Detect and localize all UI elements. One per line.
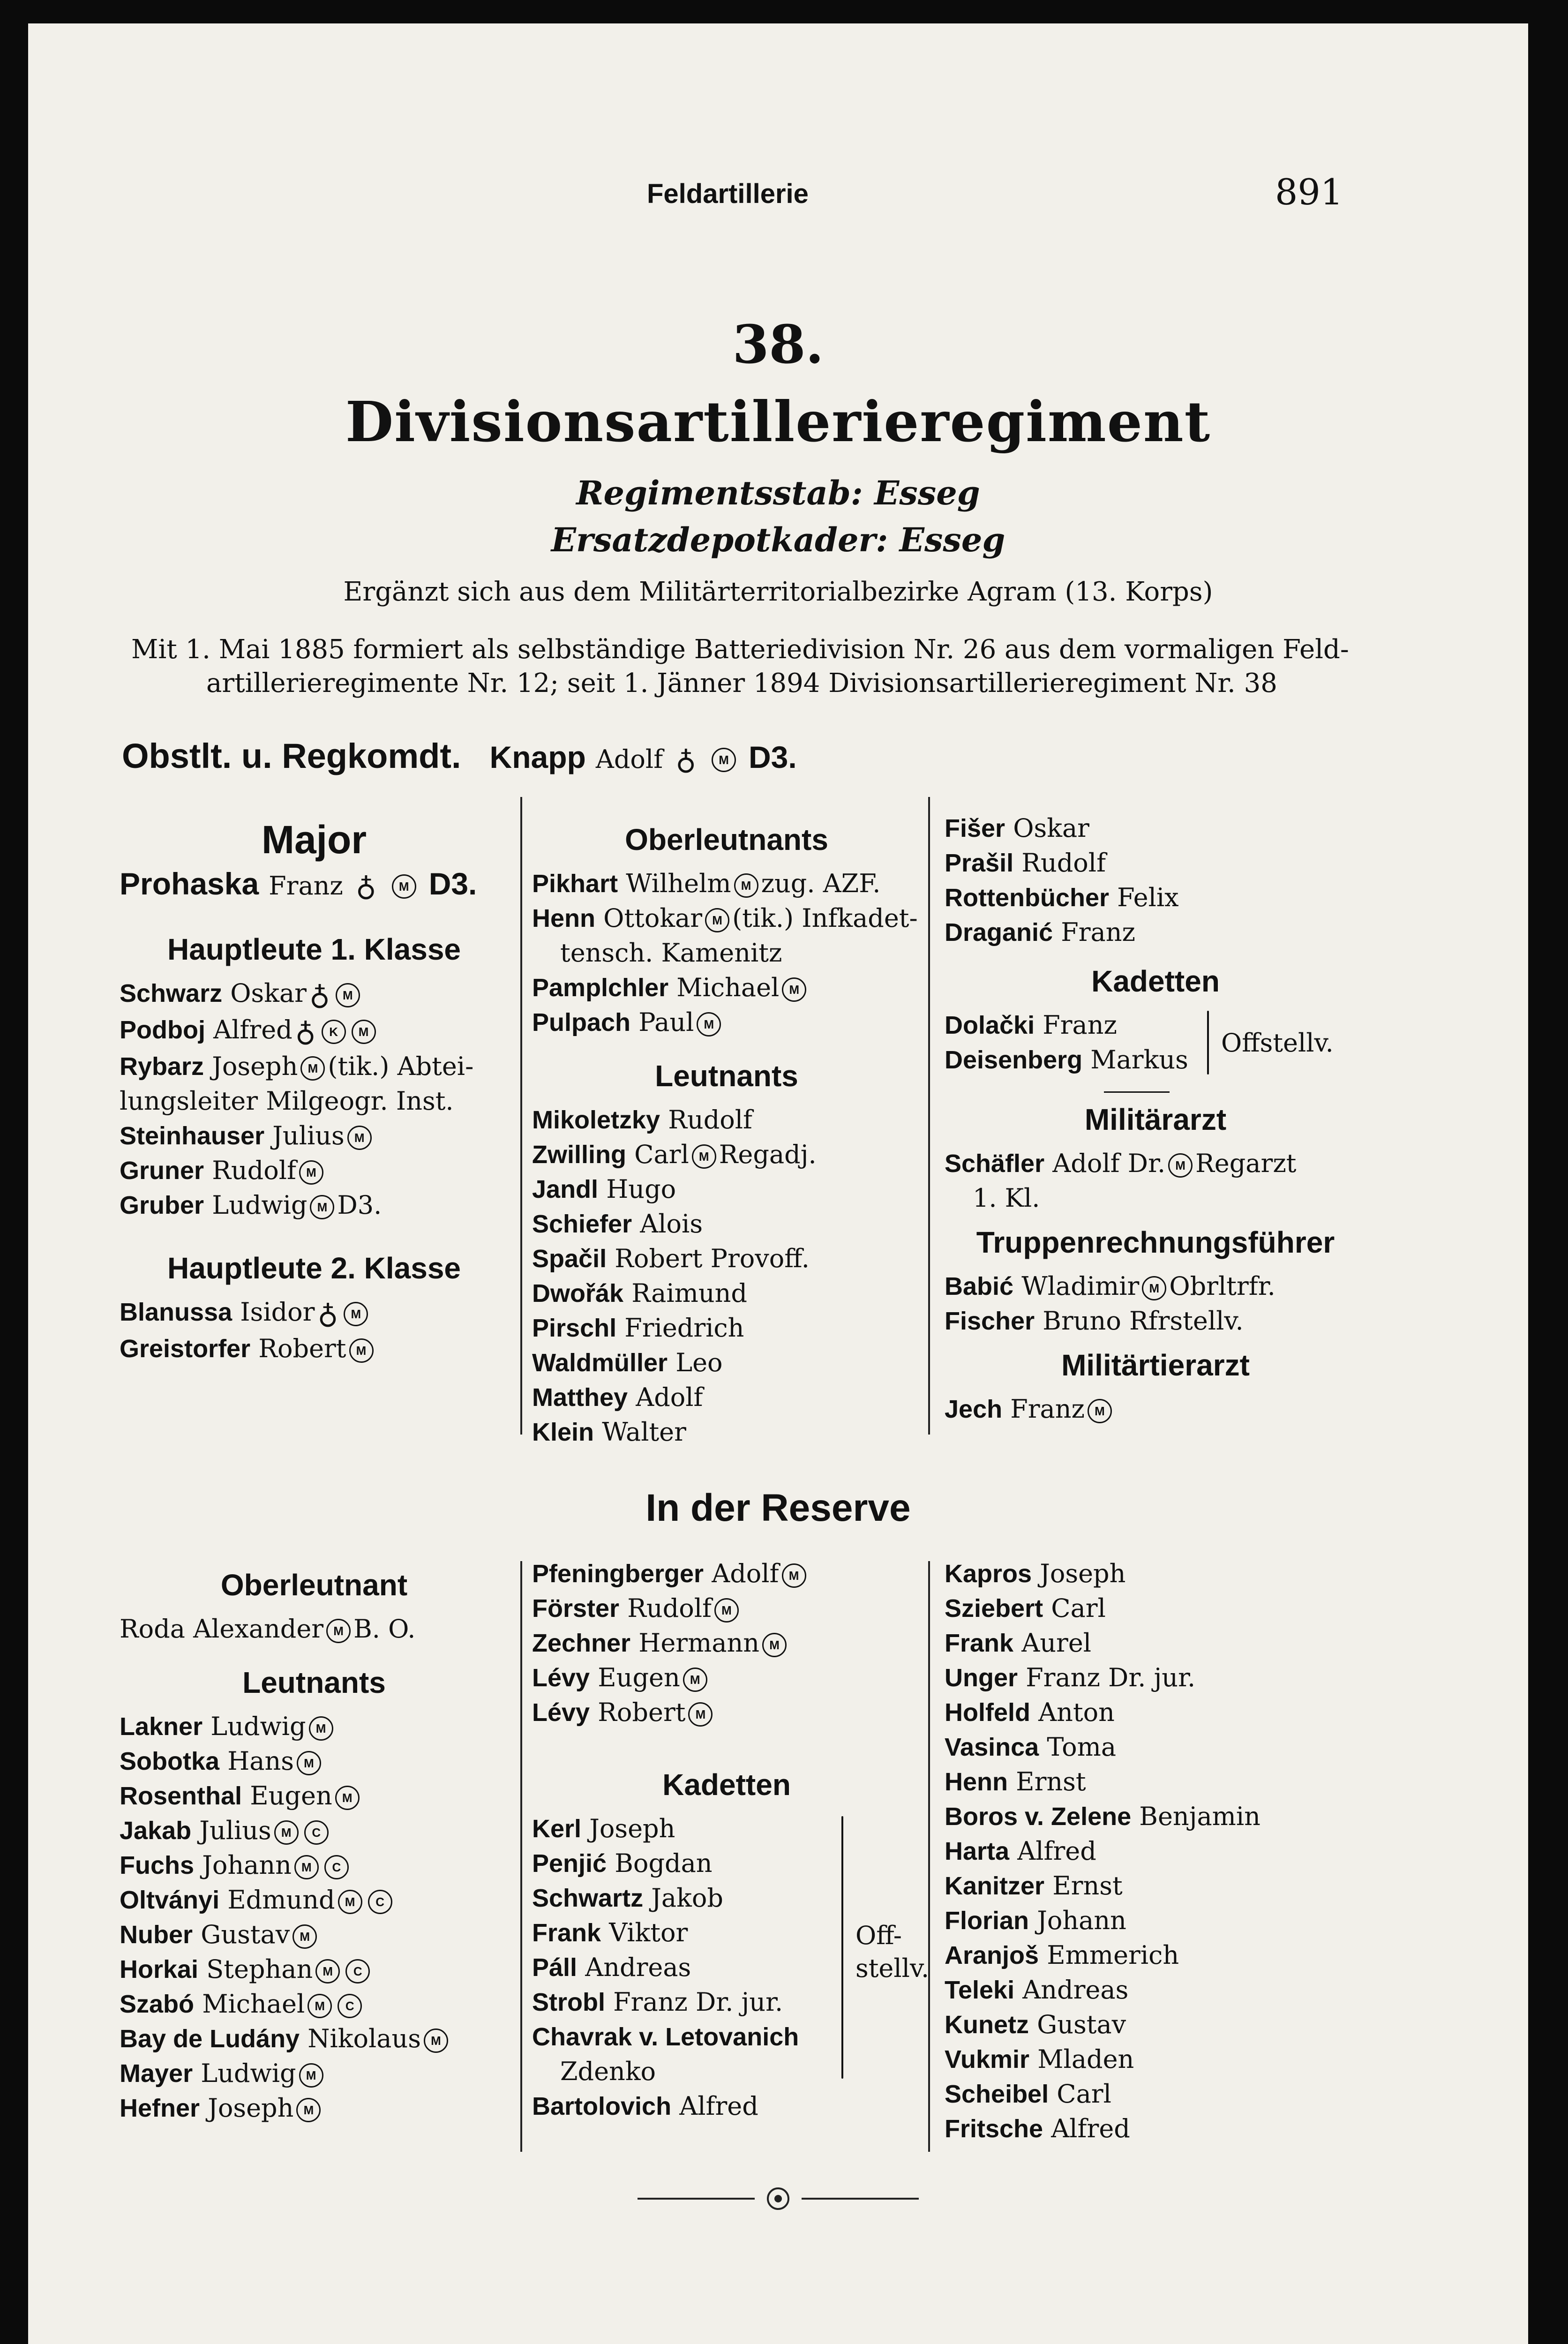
section-title-militaerarzt: Militärarzt (1084, 1103, 1227, 1136)
medal-m-icon: M (762, 1633, 787, 1657)
medal-m-icon: M (697, 1012, 721, 1037)
list-item: Bay de Ludány Nikolaus M (120, 2021, 509, 2056)
list-item: Fischer Bruno Rfrstellv. (945, 1306, 1244, 1336)
medal-m-icon: M (296, 2098, 321, 2122)
depot-line: Ersatzdepotkader: Esseg (551, 520, 1005, 559)
list-item: Bartolovich Alfred (532, 2091, 758, 2121)
list-item: Chavrak v. Letovanich (532, 2023, 799, 2051)
regiment-title: Divisionsartillerieregiment (345, 389, 1211, 454)
list-item: Schwartz Jakob (532, 1883, 723, 1913)
list-item: Klein Walter (532, 1417, 686, 1447)
commander-given: Adolf (595, 744, 663, 774)
column-2 (532, 811, 921, 1450)
medal-c-icon: C (304, 1820, 329, 1845)
brace (1207, 1011, 1209, 1074)
regiment-number: 38. (732, 314, 824, 376)
brace (841, 1816, 843, 2079)
list-item: Sobotka Hans M (120, 1744, 509, 1779)
list-item: Nuber Gustav M (120, 1917, 509, 1952)
medal-m-icon: M (705, 908, 729, 932)
medal-m-icon: M (1088, 1399, 1112, 1423)
medal-m-icon: M (734, 873, 758, 898)
commander-suffix: D3. (749, 740, 797, 774)
list-item: Teleki Andreas (945, 1975, 1129, 2005)
medal-m-icon: M (347, 1126, 372, 1150)
list-item: Kunetz Gustav (945, 2010, 1126, 2039)
page-number: 891 (1275, 171, 1343, 213)
kadetten-note: Offstellv. (1221, 1028, 1334, 1058)
list-item: Oltványi Edmund M C (120, 1883, 509, 1917)
list-item: Spačil Robert Provoff. (532, 1244, 810, 1273)
list-item: Strobl Franz Dr. jur. (532, 1987, 783, 2017)
medal-m-icon: M (299, 2063, 323, 2088)
list-item: Kerl Joseph (532, 1814, 675, 1843)
column-3 (945, 811, 1366, 1427)
medal-m-icon: M (310, 1195, 334, 1219)
list-item: Scheibel Carl (945, 2079, 1111, 2109)
list-item: Szabó Michael M C (120, 1987, 509, 2021)
list-item: Fuchs Johann M C (120, 1848, 509, 1883)
list-item: Aranjoš Emmerich (945, 1940, 1179, 1970)
list-item: Rosenthal Eugen M (120, 1779, 509, 1813)
medal-m-icon: M (392, 874, 416, 899)
entry-suffix: D3. (428, 866, 477, 901)
list-item: Jech Franz M (945, 1392, 1366, 1427)
list-item: Holfeld Anton (945, 1698, 1115, 1727)
major-entry (120, 866, 509, 904)
list-item: Lakner Ludwig M (120, 1709, 509, 1744)
entry-name: Prohaska (120, 866, 259, 901)
section-title-truppenrechnungsfuehrer: Truppenrechnungsführer (976, 1225, 1335, 1259)
section-title-kadetten: Kadetten (1091, 964, 1220, 998)
list-item: Jandl Hugo (532, 1174, 676, 1204)
order-cross-icon: ♁ (675, 744, 697, 776)
list-item: Henn Ernst (945, 1767, 1086, 1796)
list-item: Pikhart Wilhelm M zug. AZF. (532, 869, 881, 898)
column-divider (928, 797, 930, 1435)
list-item: Greistorfer Robert M (120, 1331, 509, 1366)
section-title-oberleutnants: Oberleutnants (625, 823, 828, 856)
list-item: Unger Franz Dr. jur. (945, 1663, 1196, 1692)
list-item: Podboj Alfred ♁ K M (120, 1013, 509, 1049)
list-item: Hefner Joseph M (120, 2091, 509, 2126)
list-item: Babić Wladimir M Obrltrfr. (945, 1271, 1275, 1301)
medal-m-icon: M (293, 1924, 317, 1949)
list-item: 1. Kl. (973, 1183, 1040, 1213)
list-item: Steinhauser Julius M (120, 1119, 509, 1153)
medal-m-icon: M (1142, 1276, 1166, 1300)
list-item: Rybarz Joseph M (tik.) Abtei- (120, 1052, 474, 1081)
commander-rank: Obstlt. u. Regkomdt. (122, 736, 461, 775)
list-item: Rottenbücher Felix (945, 883, 1179, 912)
list-item: Frank Aurel (945, 1628, 1092, 1658)
list-item: Schiefer Alois (532, 1209, 703, 1239)
list-item: Pulpach Paul M (532, 1005, 921, 1040)
list-item: Jakab Julius M C (120, 1813, 509, 1848)
list-item: Boros v. Zelene Benjamin (945, 1802, 1260, 1831)
list-item: Blanussa Isidor ♁ M (120, 1295, 509, 1331)
kadetten-group (945, 1008, 1366, 1077)
medal-m-icon: M (300, 1056, 325, 1081)
medal-m-icon: M (688, 1702, 713, 1727)
section-title-hauptleute-1: Hauptleute 1. Klasse (167, 932, 461, 966)
list-item: Sziebert Carl (945, 1593, 1106, 1623)
medal-m-icon: M (712, 748, 736, 772)
list-item: Fritsche Alfred (945, 2114, 1130, 2143)
page (28, 23, 1528, 2344)
medal-m-icon: M (335, 1786, 360, 1810)
history-paragraph (131, 633, 1378, 700)
medal-c-icon: C (368, 1890, 392, 1914)
order-cross-icon: ♁ (355, 870, 376, 903)
medal-c-icon: C (338, 1994, 362, 2018)
reserve-title: In der Reserve (645, 1487, 911, 1529)
medal-m-icon: M (294, 1855, 319, 1879)
section-title-major: Major (261, 818, 367, 862)
list-item: Dwořák Raimund (532, 1278, 747, 1308)
list-item: Fišer Oskar (945, 813, 1089, 843)
medal-m-icon: M (274, 1820, 299, 1845)
divider (1104, 1091, 1170, 1093)
medal-m-icon: M (714, 1598, 739, 1623)
medal-m-icon: M (349, 1338, 374, 1363)
order-cross-icon: ♁ (309, 979, 330, 1012)
list-item: Pamplchler Michael M (532, 970, 921, 1005)
order-cross-icon: ♁ (317, 1298, 338, 1330)
list-item: Pfeningberger Adolf M (532, 1556, 921, 1591)
reserve-column-1 (120, 1556, 509, 2126)
list-item: Mikoletzky Rudolf (532, 1105, 753, 1134)
list-item: Waldmüller Leo (532, 1348, 723, 1377)
list-item: tensch. Kamenitz (560, 938, 782, 968)
medal-m-icon: M (299, 1160, 323, 1185)
supplement-line: Ergänzt sich aus dem Militärterritorialbezirke Agram (13. Korps) (343, 577, 1213, 607)
list-item: Zechner Hermann M (532, 1626, 921, 1660)
reserve-column-2 (532, 1556, 930, 2124)
column-1 (120, 811, 509, 1366)
staff-line: Regimentsstab: Esseg (576, 473, 980, 512)
list-item: Roda Alexander M B. O. (120, 1614, 416, 1644)
medal-m-icon: M (336, 983, 360, 1007)
entry-given: Franz (269, 871, 343, 901)
medal-m-icon: M (309, 1716, 333, 1741)
list-item: Florian Johann (945, 1906, 1126, 1935)
list-item: Kapros Joseph (945, 1559, 1126, 1588)
list-item: Lévy Robert M (532, 1695, 921, 1730)
list-item: Henn Ottokar M (tik.) Infkadet- (532, 903, 918, 933)
list-item: Zdenko (560, 2057, 656, 2086)
list-item: Pirschl Friedrich (532, 1313, 744, 1343)
history-line-1: Mit 1. Mai 1885 formiert als selbständige Batteriedivision Nr. 26 aus dem vormaligen Feld- (131, 634, 1349, 665)
reserve-column-3 (945, 1556, 1366, 2146)
list-item: Mayer Ludwig M (120, 2056, 509, 2091)
order-cross-icon: ♁ (295, 1015, 316, 1048)
kadetten-note: Off- stellv. (855, 1921, 930, 1983)
list-item: Harta Alfred (945, 1836, 1096, 1866)
medal-m-icon: M (326, 1619, 351, 1643)
kadetten-group (532, 1811, 930, 2124)
list-item: Schäfler Adolf Dr. M Regarzt (945, 1149, 1297, 1178)
running-header: Feldartillerie (647, 179, 809, 209)
medal-m-icon: M (308, 1994, 332, 2018)
medal-m-icon: M (782, 1563, 806, 1588)
list-item: Penjić Bogdan (532, 1848, 713, 1878)
medal-m-icon: M (297, 1751, 321, 1775)
list-item: Dolački Franz (945, 1010, 1117, 1040)
medal-m-icon: M (692, 1144, 716, 1169)
medal-m-icon: M (338, 1890, 362, 1914)
commander-line (122, 736, 797, 776)
list-item: Deisenberg Markus (945, 1045, 1188, 1074)
list-item: Kanitzer Ernst (945, 1871, 1123, 1901)
list-item: Prašil Rudolf (945, 848, 1106, 878)
list-item: Matthey Adolf (532, 1382, 703, 1412)
list-item: Gruner Rudolf M (120, 1153, 509, 1188)
column-divider (520, 1561, 522, 2152)
list-item: Zwilling Carl M Regadj. (532, 1140, 817, 1169)
list-item: Förster Rudolf M (532, 1591, 921, 1626)
medal-k-icon: K (322, 1020, 346, 1044)
section-title-hauptleute-2: Hauptleute 2. Klasse (167, 1251, 461, 1285)
list-item: Schwarz Oskar ♁ M (120, 976, 509, 1013)
list-item: Vasinca Toma (945, 1732, 1117, 1762)
list-item: Draganić Franz (945, 917, 1135, 947)
medal-m-icon: M (344, 1302, 368, 1326)
medal-m-icon: M (782, 977, 806, 1002)
section-title-oberleutnant: Oberleutnant (220, 1568, 408, 1602)
list-item: Lévy Eugen M (532, 1660, 921, 1695)
medal-m-icon: M (1168, 1153, 1193, 1178)
medal-m-icon: M (424, 2028, 448, 2053)
section-title-militaertierarzt: Militärtierarzt (1061, 1348, 1250, 1382)
medal-m-icon: M (683, 1668, 707, 1692)
list-item: Horkai Stephan M C (120, 1952, 509, 1987)
list-item: Vukmir Mladen (945, 2044, 1134, 2074)
medal-c-icon: C (324, 1855, 349, 1879)
list-item: Páll Andreas (532, 1953, 691, 1982)
column-divider (520, 797, 522, 1435)
list-item: lungsleiter Milgeogr. Inst. (120, 1086, 454, 1116)
commander-name: Knapp (489, 740, 586, 774)
medal-m-icon: M (352, 1020, 376, 1044)
section-title-kadetten: Kadetten (662, 1768, 791, 1802)
medal-m-icon: M (315, 1959, 340, 1983)
history-line-2: artillerieregimente Nr. 12; seit 1. Jänner 1894 Divisionsartillerieregiment Nr. 38 (206, 668, 1277, 699)
medal-c-icon: C (345, 1959, 370, 1983)
list-item: Frank Viktor (532, 1918, 688, 1947)
list-item: Gruber Ludwig M D3. (120, 1190, 382, 1220)
section-title-leutnants: Leutnants (242, 1666, 386, 1699)
section-title-leutnants: Leutnants (655, 1059, 798, 1093)
column-divider (928, 1561, 930, 2152)
ornament-divider (633, 2185, 923, 2213)
